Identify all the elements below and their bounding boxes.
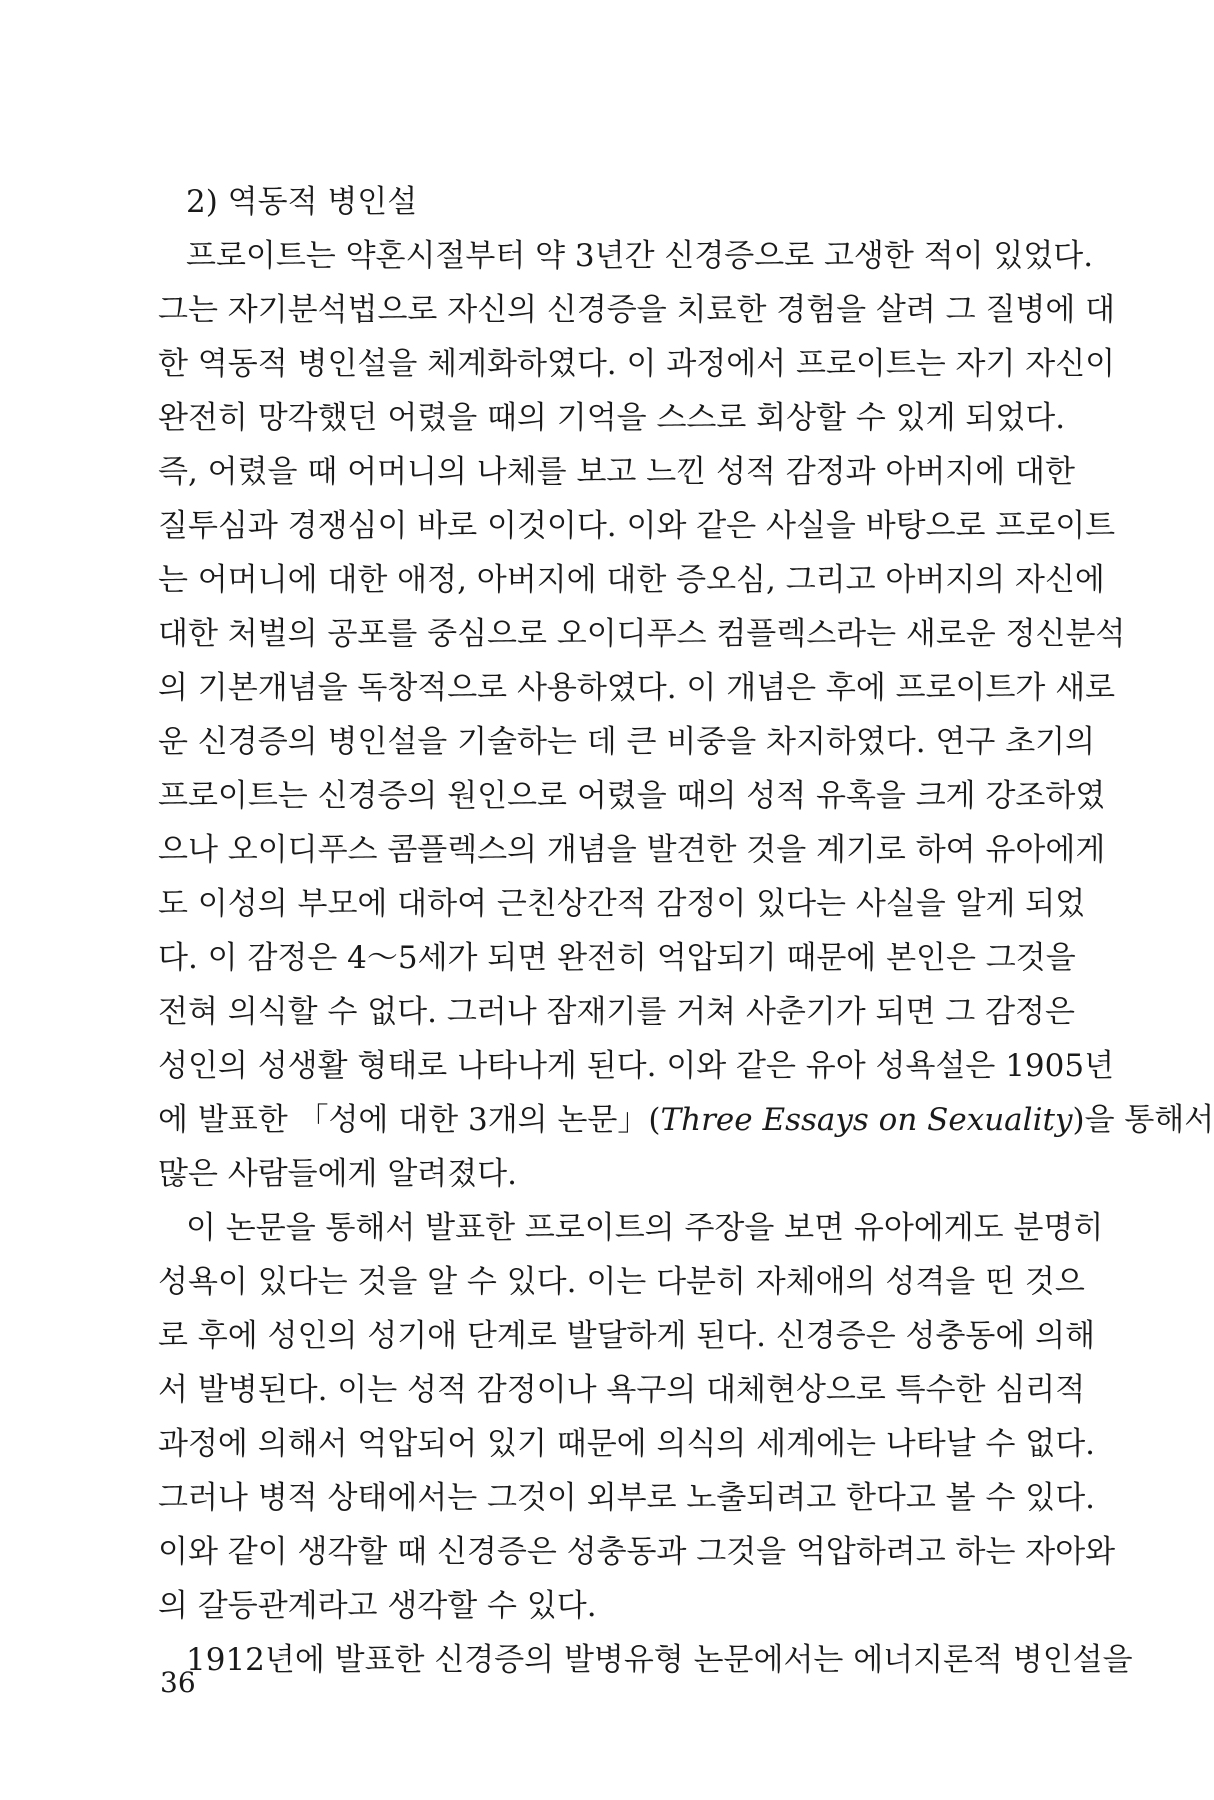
- paragraph-line: 전혀 의식할 수 없다. 그러나 잠재기를 거쳐 사춘기가 되면 그 감정은: [158, 994, 1075, 1030]
- paragraph-line: 1912년에 발표한 신경증의 발병유형 논문에서는 에너지론적 병인설을: [186, 1642, 1133, 1678]
- paragraph-line: 프로이트는 신경증의 원인으로 어렸을 때의 성적 유혹을 크게 강조하였: [158, 778, 1106, 814]
- paragraph-line: 으나 오이디푸스 콤플렉스의 개념을 발견한 것을 계기로 하여 유아에게: [158, 832, 1106, 868]
- paragraph-line: 다. 이 감정은 4～5세가 되면 완전히 억압되기 때문에 본인은 그것을: [158, 940, 1076, 976]
- section-heading: 2) 역동적 병인설: [186, 184, 418, 220]
- text-segment: 에 발표한 「성에 대한 3개의 논문」(: [158, 1102, 661, 1138]
- paragraph-line: 운 신경증의 병인설을 기술하는 데 큰 비중을 차지하였다. 연구 초기의: [158, 724, 1096, 760]
- text-segment: )을 통해서: [1072, 1102, 1214, 1138]
- paragraph-line: 프로이트는 약혼시절부터 약 3년간 신경증으로 고생한 적이 있었다.: [186, 238, 1094, 274]
- paragraph-line: 도 이성의 부모에 대하여 근친상간적 감정이 있다는 사실을 알게 되었: [158, 886, 1086, 922]
- paragraph-line: 서 발병된다. 이는 성적 감정이나 욕구의 대체현상으로 특수한 심리적: [158, 1372, 1086, 1408]
- paragraph-line: 의 기본개념을 독창적으로 사용하였다. 이 개념은 후에 프로이트가 새로: [158, 670, 1116, 706]
- paragraph-line: 한 역동적 병인설을 체계화하였다. 이 과정에서 프로이트는 자기 자신이: [158, 346, 1116, 382]
- page-number: 36: [160, 1666, 196, 1699]
- paragraph-line: 그는 자기분석법으로 자신의 신경증을 치료한 경험을 살려 그 질병에 대: [158, 292, 1116, 328]
- paragraph-line: 로 후에 성인의 성기애 단계로 발달하게 된다. 신경증은 성충동에 의해: [158, 1318, 1096, 1354]
- paragraph-line: 는 어머니에 대한 애정, 아버지에 대한 증오심, 그리고 아버지의 자신에: [158, 562, 1105, 598]
- paragraph-line: 완전히 망각했던 어렸을 때의 기억을 스스로 회상할 수 있게 되었다.: [158, 400, 1066, 436]
- paragraph-line: 그러나 병적 상태에서는 그것이 외부로 노출되려고 한다고 볼 수 있다.: [158, 1480, 1096, 1516]
- paragraph-line: 성인의 성생활 형태로 나타나게 된다. 이와 같은 유아 성욕설은 1905년: [158, 1048, 1115, 1084]
- paragraph-line: 즉, 어렸을 때 어머니의 나체를 보고 느낀 성적 감정과 아버지에 대한: [158, 454, 1075, 490]
- paragraph-line: 과정에 의해서 억압되어 있기 때문에 의식의 세계에는 나타날 수 없다.: [158, 1426, 1096, 1462]
- paragraph-line-with-title: [158, 1093, 1214, 1147]
- paragraph-line: 대한 처벌의 공포를 중심으로 오이디푸스 컴플렉스라는 새로운 정신분석: [158, 616, 1126, 652]
- english-title: Three Essays on Sexuality: [660, 1102, 1073, 1138]
- paragraph-line: 질투심과 경쟁심이 바로 이것이다. 이와 같은 사실을 바탕으로 프로이트: [158, 508, 1116, 544]
- paragraph-line: 많은 사람들에게 알려졌다.: [158, 1156, 517, 1192]
- body-text: [158, 175, 1214, 1687]
- paragraph-line: 이 논문을 통해서 발표한 프로이트의 주장을 보면 유아에게도 분명히: [186, 1210, 1104, 1246]
- paragraph-line: 의 갈등관계라고 생각할 수 있다.: [158, 1588, 597, 1624]
- paragraph-line: 성욕이 있다는 것을 알 수 있다. 이는 다분히 자체애의 성격을 띤 것으: [158, 1264, 1085, 1300]
- paragraph-line: 이와 같이 생각할 때 신경증은 성충동과 그것을 억압하려고 하는 자아와: [158, 1534, 1116, 1570]
